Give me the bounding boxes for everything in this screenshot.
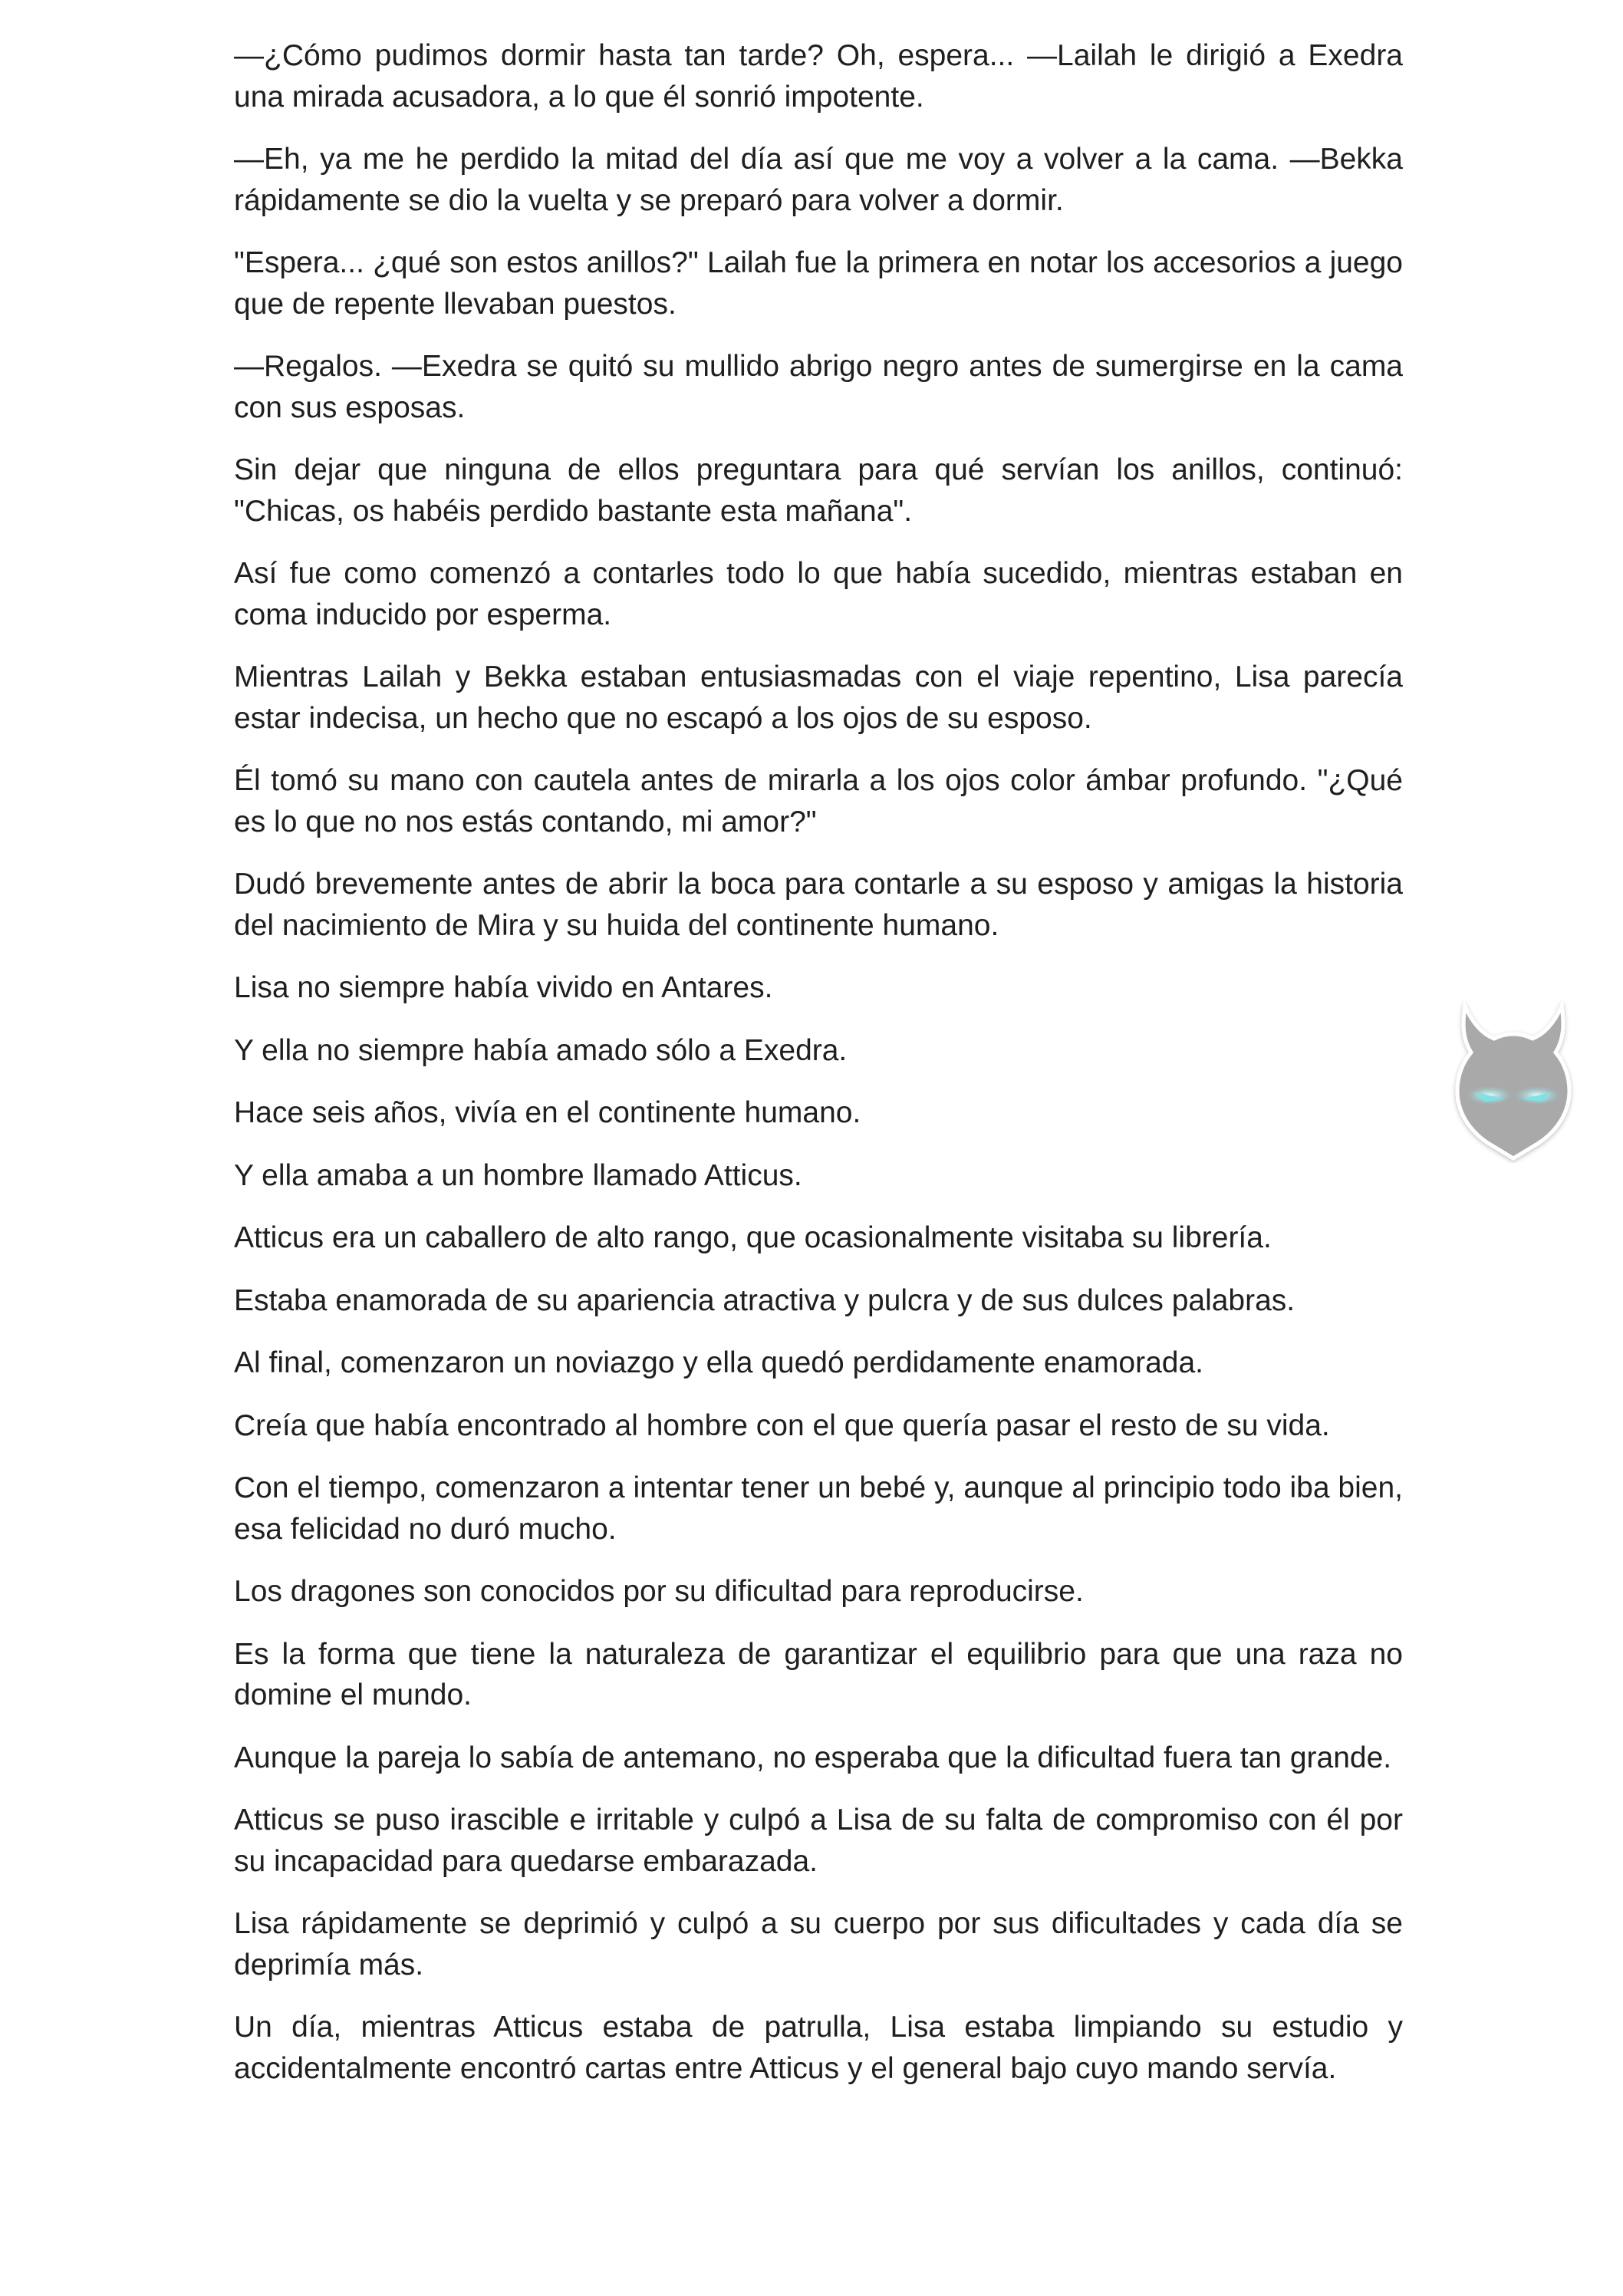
- paragraph: "Espera... ¿qué son estos anillos?" Lailah fue la primera en notar los accesorios a juego que de repente llevaban puestos.: [234, 246, 1403, 321]
- paragraph: Y ella amaba a un hombre llamado Atticus.: [234, 1158, 802, 1192]
- paragraph: Con el tiempo, comenzaron a intentar tener un bebé y, aunque al principio todo iba bien, esa felicidad no duró mucho.: [234, 1471, 1403, 1546]
- paragraph: —Regalos. —Exedra se quitó su mullido abrigo negro antes de sumergirse en la cama con sus esposas.: [234, 350, 1403, 424]
- paragraph: —Eh, ya me he perdido la mitad del día así que me voy a volver a la cama. —Bekka rápidamente se dio la vuelta y se preparó para volver a dormir.: [234, 143, 1403, 217]
- document-body: [234, 35, 1403, 2110]
- paragraph: Él tomó su mano con cautela antes de mirarla a los ojos color ámbar profundo. "¿Qué es lo que no nos estás contando, mi amor?": [234, 764, 1403, 838]
- paragraph: Aunque la pareja lo sabía de antemano, no esperaba que la dificultad fuera tan grande.: [234, 1741, 1392, 1774]
- paragraph: Un día, mientras Atticus estaba de patrulla, Lisa estaba limpiando su estudio y accidentalmente encontró cartas entre Atticus y el general bajo cuyo mando servía.: [234, 2011, 1403, 2085]
- paragraph: Atticus se puso irascible e irritable y culpó a Lisa de su falta de compromiso con él por su incapacidad para quedarse embarazada.: [234, 1804, 1403, 1878]
- paragraph: —¿Cómo pudimos dormir hasta tan tarde? Oh, espera... —Lailah le dirigió a Exedra una mirada acusadora, a lo que él sonrió impotente.: [234, 39, 1403, 114]
- paragraph: Dudó brevemente antes de abrir la boca para contarle a su esposo y amigas la historia del nacimiento de Mira y su huida del continente humano.: [234, 868, 1403, 942]
- paragraph: Y ella no siempre había amado sólo a Exedra.: [234, 1033, 848, 1067]
- demon-head-icon: [1442, 997, 1585, 1163]
- paragraph: Mientras Lailah y Bekka estaban entusiasmadas con el viaje repentino, Lisa parecía estar indecisa, un hecho que no escapó a los ojos de su esposo.: [234, 660, 1403, 735]
- paragraph: Lisa rápidamente se deprimió y culpó a su cuerpo por sus dificultades y cada día se deprimía más.: [234, 1907, 1403, 1981]
- paragraph: Así fue como comenzó a contarles todo lo que había sucedido, mientras estaban en coma inducido por esperma.: [234, 557, 1403, 631]
- paragraph: Es la forma que tiene la naturaleza de garantizar el equilibrio para que una raza no domine el mundo.: [234, 1637, 1403, 1711]
- paragraph: Estaba enamorada de su apariencia atractiva y pulcra y de sus dulces palabras.: [234, 1283, 1295, 1317]
- paragraph: Hace seis años, vivía en el continente humano.: [234, 1096, 861, 1129]
- paragraph: Lisa no siempre había vivido en Antares.: [234, 971, 773, 1004]
- paragraph: Sin dejar que ninguna de ellos preguntara para qué servían los anillos, continuó: "Chicas, os habéis perdido bastante esta mañana".: [234, 453, 1403, 528]
- demon-head-shape: [1457, 1006, 1569, 1158]
- paragraph: Al final, comenzaron un noviazgo y ella quedó perdidamente enamorada.: [234, 1346, 1203, 1379]
- paragraph: Creía que había encontrado al hombre con el que quería pasar el resto de su vida.: [234, 1408, 1330, 1442]
- paragraph: Los dragones son conocidos por su dificultad para reproducirse.: [234, 1575, 1084, 1608]
- paragraph: Atticus era un caballero de alto rango, que ocasionalmente visitaba su librería.: [234, 1221, 1272, 1254]
